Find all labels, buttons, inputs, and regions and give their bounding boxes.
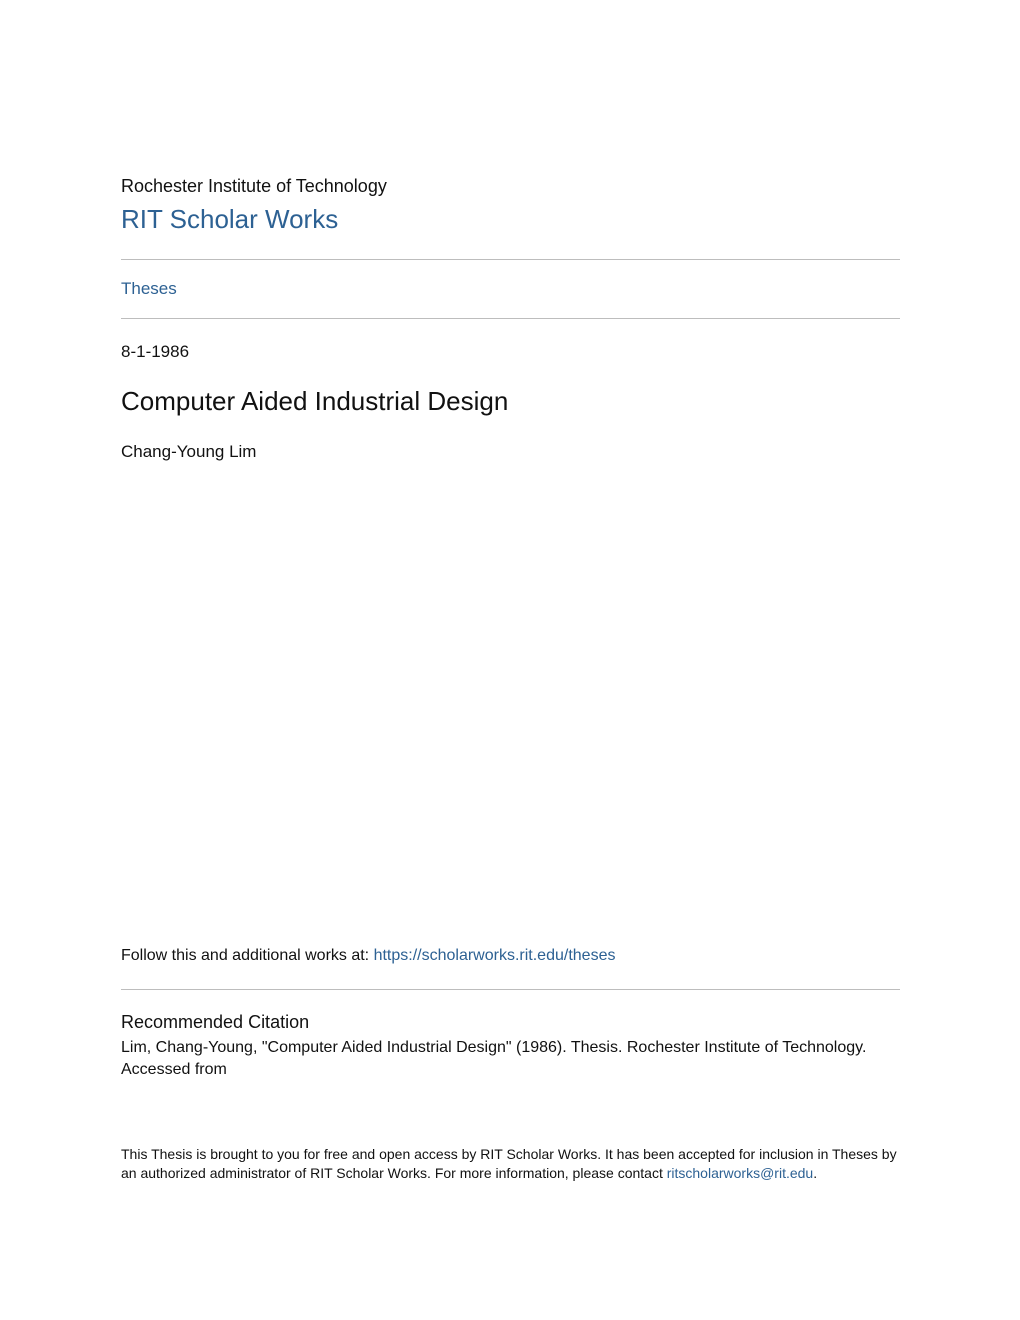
access-notice-text: This Thesis is brought to you for free and open access by RIT Scholar Works. It has been accepted for inclusion in Theses by an authorized administrator of RIT Scholar Works. For more information, please contact: [121, 1146, 897, 1181]
follow-prefix: Follow this and additional works at:: [121, 947, 374, 964]
collection-url-link[interactable]: https://scholarworks.rit.edu/theses: [373, 947, 616, 964]
follow-line: [121, 947, 615, 965]
contact-email-link[interactable]: ritscholarworks@rit.edu: [666, 1165, 814, 1181]
access-notice-suffix: .: [813, 1165, 818, 1181]
document-title: Computer Aided Industrial Design: [121, 386, 509, 416]
citation-heading: Recommended Citation: [121, 1012, 310, 1032]
repository-link[interactable]: RIT Scholar Works: [121, 204, 339, 234]
author-name: Chang-Young Lim: [121, 442, 257, 461]
citation-text: Lim, Chang-Young, "Computer Aided Industrial Design" (1986). Thesis. Rochester Institute of Technology. Accessed from: [121, 1039, 867, 1078]
divider: [121, 989, 900, 990]
divider: [121, 259, 900, 260]
publication-date: 8-1-1986: [121, 342, 190, 361]
collection-link[interactable]: Theses: [121, 279, 177, 298]
access-notice: [121, 1145, 911, 1183]
divider: [121, 318, 900, 319]
institution-name: Rochester Institute of Technology: [121, 176, 387, 196]
